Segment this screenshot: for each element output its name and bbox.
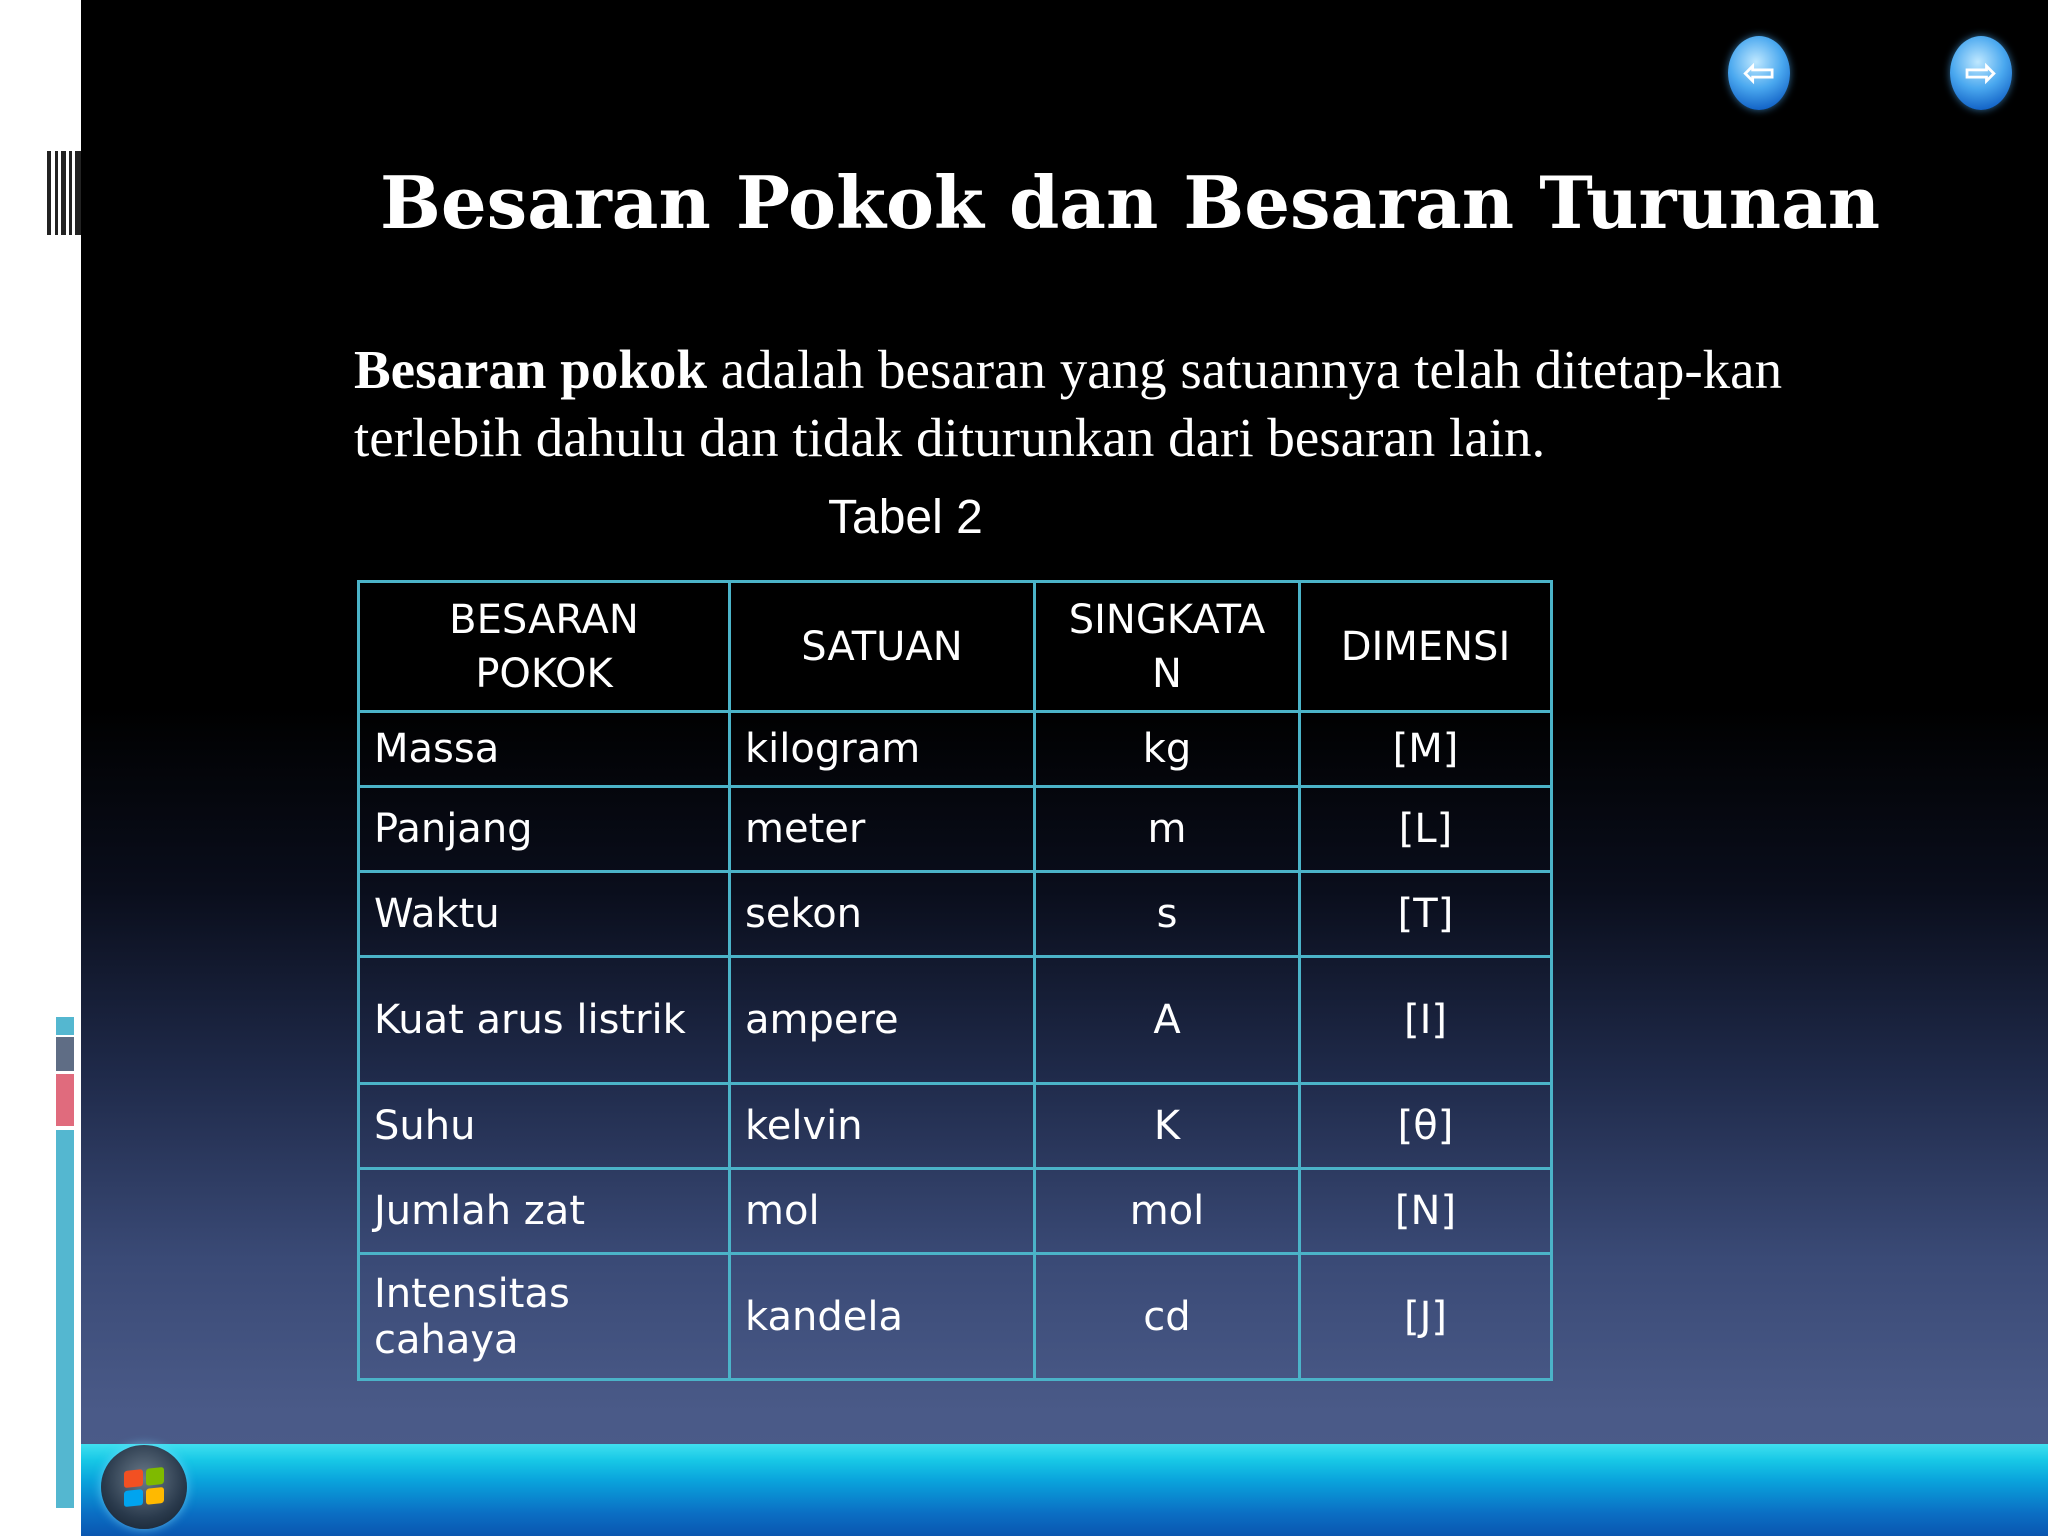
table-row: [359, 1169, 1552, 1254]
decorative-bar: [56, 1130, 74, 1508]
cell-unit: kelvin: [730, 1084, 1035, 1169]
arrow-left-icon: ⇦: [1742, 50, 1776, 96]
base-quantities-table: [357, 580, 1553, 1381]
header-line: SINGKATA: [1068, 596, 1266, 643]
forward-button[interactable]: [1950, 36, 2012, 110]
cell-symbol: kg: [1035, 712, 1300, 787]
header-line: SATUAN: [801, 623, 963, 670]
table-header-row: [359, 582, 1552, 712]
cell-dimension: [N]: [1300, 1169, 1552, 1254]
start-button[interactable]: [101, 1445, 187, 1529]
cell-symbol: mol: [1035, 1169, 1300, 1254]
cell-dimension: [J]: [1300, 1254, 1552, 1380]
table-row: [359, 872, 1552, 957]
table-row: [359, 1254, 1552, 1380]
cell-quantity: Intensitas cahaya: [359, 1254, 730, 1380]
slide-title: Besaran Pokok dan Besaran Turunan: [380, 160, 1881, 245]
table-row: [359, 712, 1552, 787]
cell-symbol: A: [1035, 957, 1300, 1084]
cell-dimension: [M]: [1300, 712, 1552, 787]
windows-logo-icon: [124, 1467, 164, 1507]
cell-dimension: [T]: [1300, 872, 1552, 957]
cell-unit: mol: [730, 1169, 1035, 1254]
back-button[interactable]: [1728, 36, 1790, 110]
cell-unit: meter: [730, 787, 1035, 872]
cell-quantity: Panjang: [359, 787, 730, 872]
header-line: DIMENSI: [1340, 623, 1511, 670]
cell-quantity: Jumlah zat: [359, 1169, 730, 1254]
header-singkatan: [1035, 582, 1300, 712]
cell-dimension: [L]: [1300, 787, 1552, 872]
decorative-bar: [56, 1037, 74, 1071]
cell-quantity: Massa: [359, 712, 730, 787]
cell-quantity: Waktu: [359, 872, 730, 957]
table-row: [359, 1084, 1552, 1169]
arrow-right-icon: ⇨: [1964, 50, 1998, 96]
cell-dimension: [θ]: [1300, 1084, 1552, 1169]
header-satuan: [730, 582, 1035, 712]
decorative-bar: [56, 1017, 74, 1035]
table-caption: Tabel 2: [828, 491, 983, 544]
table-row: [359, 957, 1552, 1084]
cell-unit: kandela: [730, 1254, 1035, 1380]
cell-symbol: cd: [1035, 1254, 1300, 1380]
cell-quantity: Kuat arus listrik: [359, 957, 730, 1084]
decorative-stripes: [47, 151, 81, 235]
header-line: N: [1152, 650, 1182, 697]
definition-body: adalah besaran yang satuannya telah ditetap-kan terlebih dahulu dan tidak diturunkan dari besaran lain.: [354, 339, 1783, 468]
definition-text: [354, 336, 1884, 472]
cell-symbol: s: [1035, 872, 1300, 957]
cell-unit: ampere: [730, 957, 1035, 1084]
cell-unit: sekon: [730, 872, 1035, 957]
cell-unit: kilogram: [730, 712, 1035, 787]
header-besaran-pokok: [359, 582, 730, 712]
cell-dimension: [I]: [1300, 957, 1552, 1084]
table-row: [359, 787, 1552, 872]
cell-quantity: Suhu: [359, 1084, 730, 1169]
taskbar-band: [81, 1444, 2048, 1536]
header-line: BESARAN: [449, 596, 639, 643]
definition-term: Besaran pokok: [354, 339, 708, 400]
cell-symbol: m: [1035, 787, 1300, 872]
decorative-bar: [56, 1074, 74, 1126]
header-dimensi: [1300, 582, 1552, 712]
cell-symbol: K: [1035, 1084, 1300, 1169]
header-line: POKOK: [475, 650, 613, 697]
